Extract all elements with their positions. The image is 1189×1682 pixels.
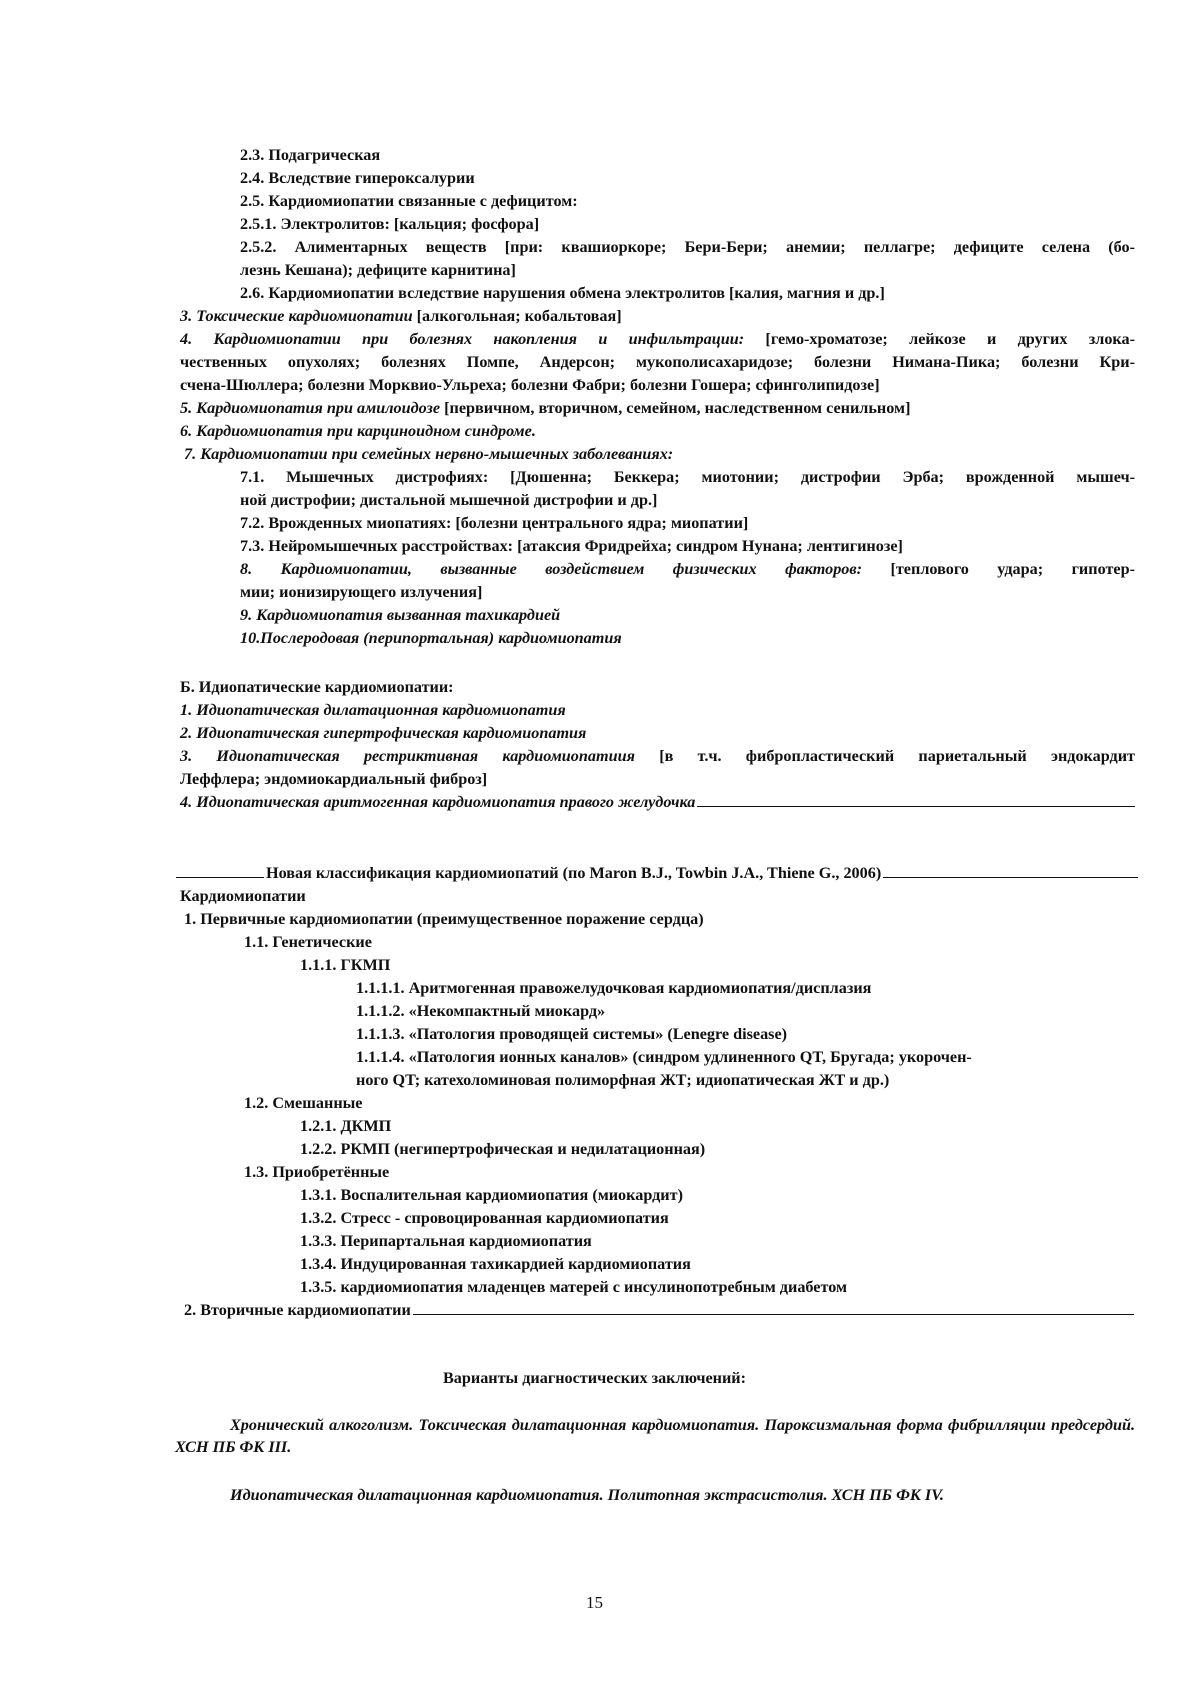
item-10-postpartum: 10.Послеродовая (перипортальная) кардиомиопатия <box>240 629 622 647</box>
item-7-3: 7.3. Нейромышечных расстройствах: [атаксия Фридрейха; синдром Нунана; лентигинозе] <box>240 537 903 555</box>
item-2-6: 2.6. Кардиомиопатии вследствие нарушения обмена электролитов [калия, магния и др.] <box>240 284 885 302</box>
item-4-line1 <box>180 328 1135 350</box>
item-7-1-line1: 7.1. Мышечных дистрофиях: [Дюшенна; Беккера; миотонии; дистрофии Эрба; врожденной мышеч- <box>240 468 1135 486</box>
item-5-detail: [первичном, вторичном, семейном, наследственном сенильном] <box>440 399 911 417</box>
item-7-neuromuscular: 7. Кардиомиопатии при семейных нервно-мышечных заболеваниях: <box>184 445 674 463</box>
tree-1-3-1: 1.3.1. Воспалительная кардиомиопатия (миокардит) <box>300 1186 683 1204</box>
item-3-title: 3. Токсические кардиомиопатии <box>180 307 413 325</box>
tree-1-3-3: 1.3.3. Перипартальная кардиомиопатия <box>300 1232 592 1250</box>
idiopathic-3-title: 3. Идиопатическая рестриктивная кардиомиопатиия <box>180 747 635 765</box>
item-2-5-2-line2: лезнь Кешана); дефиците карнитина] <box>240 261 516 279</box>
tree-1-1-1-4-line1: 1.1.1.4. «Патология ионных каналов» (синдром удлиненного QT, Бругада; укорочен- <box>356 1048 972 1066</box>
tree-1-1-1-1: 1.1.1.1. Аритмогенная правожелудочковая кардиомиопатия/дисплазия <box>356 979 872 997</box>
tree-2 <box>184 1299 1134 1321</box>
item-8-line2: мии; ионизирующего излучения] <box>240 583 483 601</box>
diagnoses-heading: Варианты диагностических заключений: <box>442 1369 747 1387</box>
tree-2-rule <box>413 1299 1134 1315</box>
item-7-1-line2: ной дистрофии; дистальной мышечной дистрофии и др.] <box>240 491 658 509</box>
title-rule-left <box>176 862 264 878</box>
item-2-5-1: 2.5.1. Электролитов: [кальция; фосфора] <box>240 215 540 233</box>
item-3-toxic <box>180 305 622 327</box>
item-8-line1 <box>240 558 1135 580</box>
item-8-detail: [теплового удара; гипотер- <box>862 560 1135 578</box>
tree-1-1-1-2: 1.1.1.2. «Некомпактный миокард» <box>356 1002 606 1020</box>
tree-1-3-2: 1.3.2. Стресс - спровоцированная кардиомиопатия <box>300 1209 669 1227</box>
item-8-title: 8. Кардиомиопатии, вызванные воздействием физических факторов: <box>240 560 863 578</box>
idiopathic-3-line2: Леффлера; эндомиокардиальный фиброз] <box>180 770 488 788</box>
item-3-detail: [алкогольная; кобальтовая] <box>412 307 622 325</box>
tree-root: Кардиомиопатии <box>180 887 306 905</box>
item-4-line3: счена-Шюллера; болезни Морквио-Ульреха; болезни Фабри; болезни Гошера; сфинголипидозе] <box>180 376 880 394</box>
page-number: 15 <box>586 1593 603 1612</box>
idiopathic-3-line1 <box>180 745 1135 767</box>
tree-1-1-1-3: 1.1.1.3. «Патология проводящей системы» (Lenegre disease) <box>356 1025 788 1043</box>
section-b-heading: Б. Идиопатические кардиомиопатии: <box>180 678 454 696</box>
item-5-title: 5. Кардиомиопатия при амилоидозе <box>180 399 441 417</box>
tree-1-2-1: 1.2.1. ДКМП <box>300 1117 392 1135</box>
tree-1-1-1: 1.1.1. ГКМП <box>300 956 391 974</box>
item-4-line2: чественных опухолях; болезнях Помпе, Андерсон; мукополисахаридозе; болезни Нимана-Пика; болезни Кри- <box>180 353 1135 371</box>
item-6-carcinoid: 6. Кардиомиопатия при карциноидном синдроме. <box>180 422 536 440</box>
item-2-5: 2.5. Кардиомиопатии связанные с дефицитом: <box>240 192 578 210</box>
item-2-5-2-line1: 2.5.2. Алиментарных веществ [при: квашиоркоре; Бери-Бери; анемии; пеллагре; дефиците селена (бо- <box>240 238 1135 256</box>
item-9-tachy: 9. Кардиомиопатия вызванная тахикардией <box>240 606 561 624</box>
item-2-4: 2.4. Вследствие гипероксалурии <box>240 169 475 187</box>
item-7-2: 7.2. Врожденных миопатиях: [болезни центрального ядра; миопатии] <box>240 514 749 532</box>
idiopathic-1: 1. Идиопатическая дилатационная кардиомиопатия <box>180 701 566 719</box>
underline-rule <box>697 791 1135 807</box>
tree-1-3: 1.3. Приобретённые <box>244 1163 390 1181</box>
new-classification-title: Новая классификация кардиомиопатий (по Maron B.J., Towbin J.A., Thiene G., 2006) <box>266 864 882 882</box>
item-2-3: 2.3. Подагрическая <box>240 146 381 164</box>
new-classification-title-row <box>176 862 1138 884</box>
idiopathic-3-detail: [в т.ч. фибропластический париетальный эндокардит <box>634 747 1135 765</box>
idiopathic-4-text: 4. Идиопатическая аритмогенная кардиомиопатия правого желудочка <box>180 793 696 811</box>
tree-1: 1. Первичные кардиомиопатии (преимущественное поражение сердца) <box>184 910 704 928</box>
diagnosis-example-2: Идиопатическая дилатационная кардиомиопатия. Политопная экстрасистолия. ХСН ПБ ФК IV. <box>230 1486 944 1504</box>
tree-1-3-5: 1.3.5. кардиомиопатия младенцев матерей с инсулинопотребным диабетом <box>300 1278 848 1296</box>
tree-1-2-2: 1.2.2. РКМП (негипертрофическая и недилатационная) <box>300 1140 706 1158</box>
item-4-title: 4. Кардиомиопатии при болезнях накопления и инфильтрации: <box>180 330 745 348</box>
tree-1-2: 1.2. Смешанные <box>244 1094 363 1112</box>
diagnosis-example-1: Хронический алкоголизм. Токсическая дилатационная кардиомиопатия. Пароксизмальная форма фибрилляции предсердий. ХСН ПБ ФК III. <box>175 1416 1135 1456</box>
tree-1-1-1-4-line2: ного QT; катехоломиновая полиморфная ЖТ; идиопатическая ЖТ и др.) <box>356 1071 890 1089</box>
idiopathic-2: 2. Идиопатическая гипертрофическая кардиомиопатия <box>180 724 587 742</box>
item-4-detail: [гемо-хроматозе; лейкозе и других злока- <box>744 330 1135 348</box>
idiopathic-4 <box>180 791 1135 813</box>
tree-1-1: 1.1. Генетические <box>244 933 372 951</box>
title-rule-right <box>883 862 1138 878</box>
tree-2-text: 2. Вторичные кардиомиопатии <box>184 1301 411 1319</box>
tree-1-3-4: 1.3.4. Индуцированная тахикардией кардиомиопатия <box>300 1255 691 1273</box>
item-5-amyloid <box>180 397 910 419</box>
